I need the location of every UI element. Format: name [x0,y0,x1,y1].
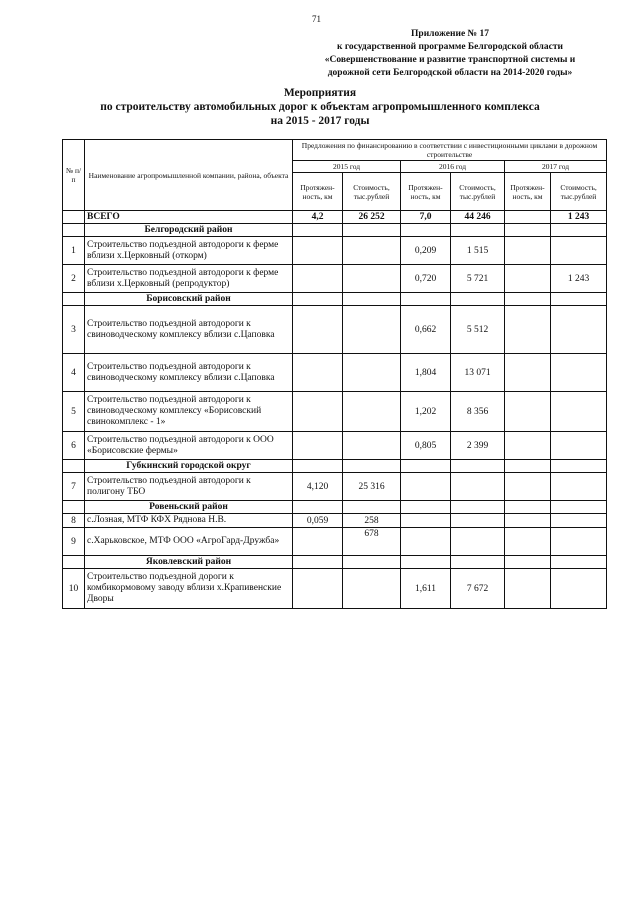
row-length-2017 [505,354,551,392]
header-year-2017: 2017 год [505,161,607,173]
row-cost-2016: 8 356 [451,392,505,432]
row-cost-2017 [551,514,607,528]
row-cost-2017 [551,306,607,354]
document-title [60,86,580,128]
row-cost-2015 [343,306,401,354]
row-cost-2016 [451,528,505,556]
row-length-2015 [293,392,343,432]
region-name: Яковлевский район [85,556,293,569]
row-num: 4 [63,354,85,392]
header-name: Наименование агропромышленной компании, района, объекта [85,140,293,211]
row-cost-2015 [343,237,401,265]
row-cost-2016: 5 512 [451,306,505,354]
row-length-2016: 0,209 [401,237,451,265]
appendix-line: «Совершенствование и развитие транспортной системы и [324,55,576,65]
title-line: Мероприятия [283,87,357,99]
row-cost-2015 [343,392,401,432]
table-row [63,528,607,556]
row-length-2016: 1,804 [401,354,451,392]
row-num: 5 [63,392,85,432]
region-row [63,293,607,306]
appendix-line: к государственной программе Белгородской области [336,42,563,52]
title-line: по строительству автомобильных дорог к объектам агропромышленного комплекса [100,101,540,113]
header-year-2015: 2015 год [293,161,401,173]
table-row [63,514,607,528]
row-num: 8 [63,514,85,528]
region-row [63,224,607,237]
region-row [63,556,607,569]
row-length-2017 [505,432,551,460]
total-cost-2016: 44 246 [451,211,505,224]
row-cost-2017: 1 243 [551,265,607,293]
row-num: 3 [63,306,85,354]
row-length-2015 [293,528,343,556]
row-cost-2015 [343,354,401,392]
row-length-2017 [505,265,551,293]
row-length-2016 [401,514,451,528]
row-name: с.Лозная, МТФ КФХ Ряднова Н.В. [85,514,293,528]
row-num: 2 [63,265,85,293]
row-name: Строительство подъездной автодороги к свиноводческому комплексу вблизи с.Цаповка [85,354,293,392]
row-length-2016: 1,202 [401,392,451,432]
total-row [63,211,607,224]
table-row [63,306,607,354]
row-num: 7 [63,473,85,501]
row-length-2016: 1,611 [401,569,451,609]
row-cost-2016: 7 672 [451,569,505,609]
row-length-2015 [293,306,343,354]
header-cost: Стоимость, тыс.рублей [343,173,401,211]
total-label: ВСЕГО [85,211,293,224]
region-row [63,501,607,514]
row-name: Строительство подъездной автодороги к свиноводческому комплексу «Борисовский свинокомплекс - 1» [85,392,293,432]
region-name: Борисовский район [85,293,293,306]
title-line: на 2015 - 2017 годы [270,115,370,127]
row-cost-2017 [551,237,607,265]
row-cost-2017 [551,569,607,609]
row-cost-2017 [551,432,607,460]
header-num: № п/п [63,140,85,211]
table-row [63,237,607,265]
total-cost-2017: 1 243 [551,211,607,224]
region-row [63,460,607,473]
row-length-2015 [293,237,343,265]
row-name: Строительство подъездной автодороги к полигону ТБО [85,473,293,501]
row-length-2016: 0,720 [401,265,451,293]
row-name: Строительство подъездной автодороги к свиноводческому комплексу вблизи с.Цаповка [85,306,293,354]
row-length-2015: 4,120 [293,473,343,501]
row-cost-2017 [551,392,607,432]
header-length: Протяжен-ность, км [505,173,551,211]
header-length: Протяжен-ность, км [293,173,343,211]
header-financing: Предложения по финансированию в соответствии с инвестиционными циклами в дорожном строительстве [293,140,607,161]
region-name: Губкинский городской округ [85,460,293,473]
row-length-2015 [293,432,343,460]
row-cost-2016 [451,473,505,501]
header-year-2016: 2016 год [401,161,505,173]
row-cost-2016: 1 515 [451,237,505,265]
header-cost: Стоимость, тыс.рублей [451,173,505,211]
row-cost-2016: 13 071 [451,354,505,392]
row-length-2017 [505,473,551,501]
row-cost-2016: 2 399 [451,432,505,460]
row-length-2017 [505,569,551,609]
row-length-2015 [293,265,343,293]
row-cost-2015 [343,432,401,460]
table-row [63,432,607,460]
row-length-2017 [505,306,551,354]
appendix-line: дорожной сети Белгородской области на 2014-2020 годы» [327,68,573,78]
row-num: 9 [63,528,85,556]
row-num: 6 [63,432,85,460]
row-length-2015: 0,059 [293,514,343,528]
row-num: 1 [63,237,85,265]
table-row [63,354,607,392]
row-length-2017 [505,392,551,432]
row-cost-2015: 678 [343,528,401,556]
header-cost: Стоимость, тыс.рублей [551,173,607,211]
row-cost-2016 [451,514,505,528]
total-cost-2015: 26 252 [343,211,401,224]
header-length: Протяжен-ность, км [401,173,451,211]
row-cost-2017 [551,528,607,556]
row-length-2017 [505,528,551,556]
row-num: 10 [63,569,85,609]
total-length-2016: 7,0 [401,211,451,224]
appendix-line: Приложение № 17 [411,29,489,39]
table-row [63,265,607,293]
row-cost-2016: 5 721 [451,265,505,293]
row-name: Строительство подъездной автодороги к ферме вблизи х.Церковный (откорм) [85,237,293,265]
row-name: Строительство подъездной автодороги к ферме вблизи х.Церковный (репродуктор) [85,265,293,293]
row-name: с.Харьковское, МТФ ООО «АгроГард-Дружба» [85,528,293,556]
row-length-2017 [505,514,551,528]
table-row [63,473,607,501]
row-cost-2015: 258 [343,514,401,528]
row-length-2016 [401,528,451,556]
row-name: Строительство подъездной дороги к комбикормовому заводу вблизи х.Крапивенские Дворы [85,569,293,609]
projects-table [62,139,607,609]
row-length-2017 [505,237,551,265]
page-number: 71 [312,14,321,24]
region-name: Ровеньский район [85,501,293,514]
row-length-2016: 0,662 [401,306,451,354]
row-cost-2015: 25 316 [343,473,401,501]
total-length-2015: 4,2 [293,211,343,224]
row-cost-2015 [343,569,401,609]
row-name: Строительство подъездной автодороги к ООО «Борисовские фермы» [85,432,293,460]
row-length-2015 [293,354,343,392]
table-row [63,392,607,432]
total-length-2017 [505,211,551,224]
region-name: Белгородский район [85,224,293,237]
row-length-2016: 0,805 [401,432,451,460]
row-cost-2017 [551,473,607,501]
row-length-2016 [401,473,451,501]
row-cost-2015 [343,265,401,293]
row-cost-2017 [551,354,607,392]
row-length-2015 [293,569,343,609]
table-row [63,569,607,609]
appendix-header [300,28,600,80]
